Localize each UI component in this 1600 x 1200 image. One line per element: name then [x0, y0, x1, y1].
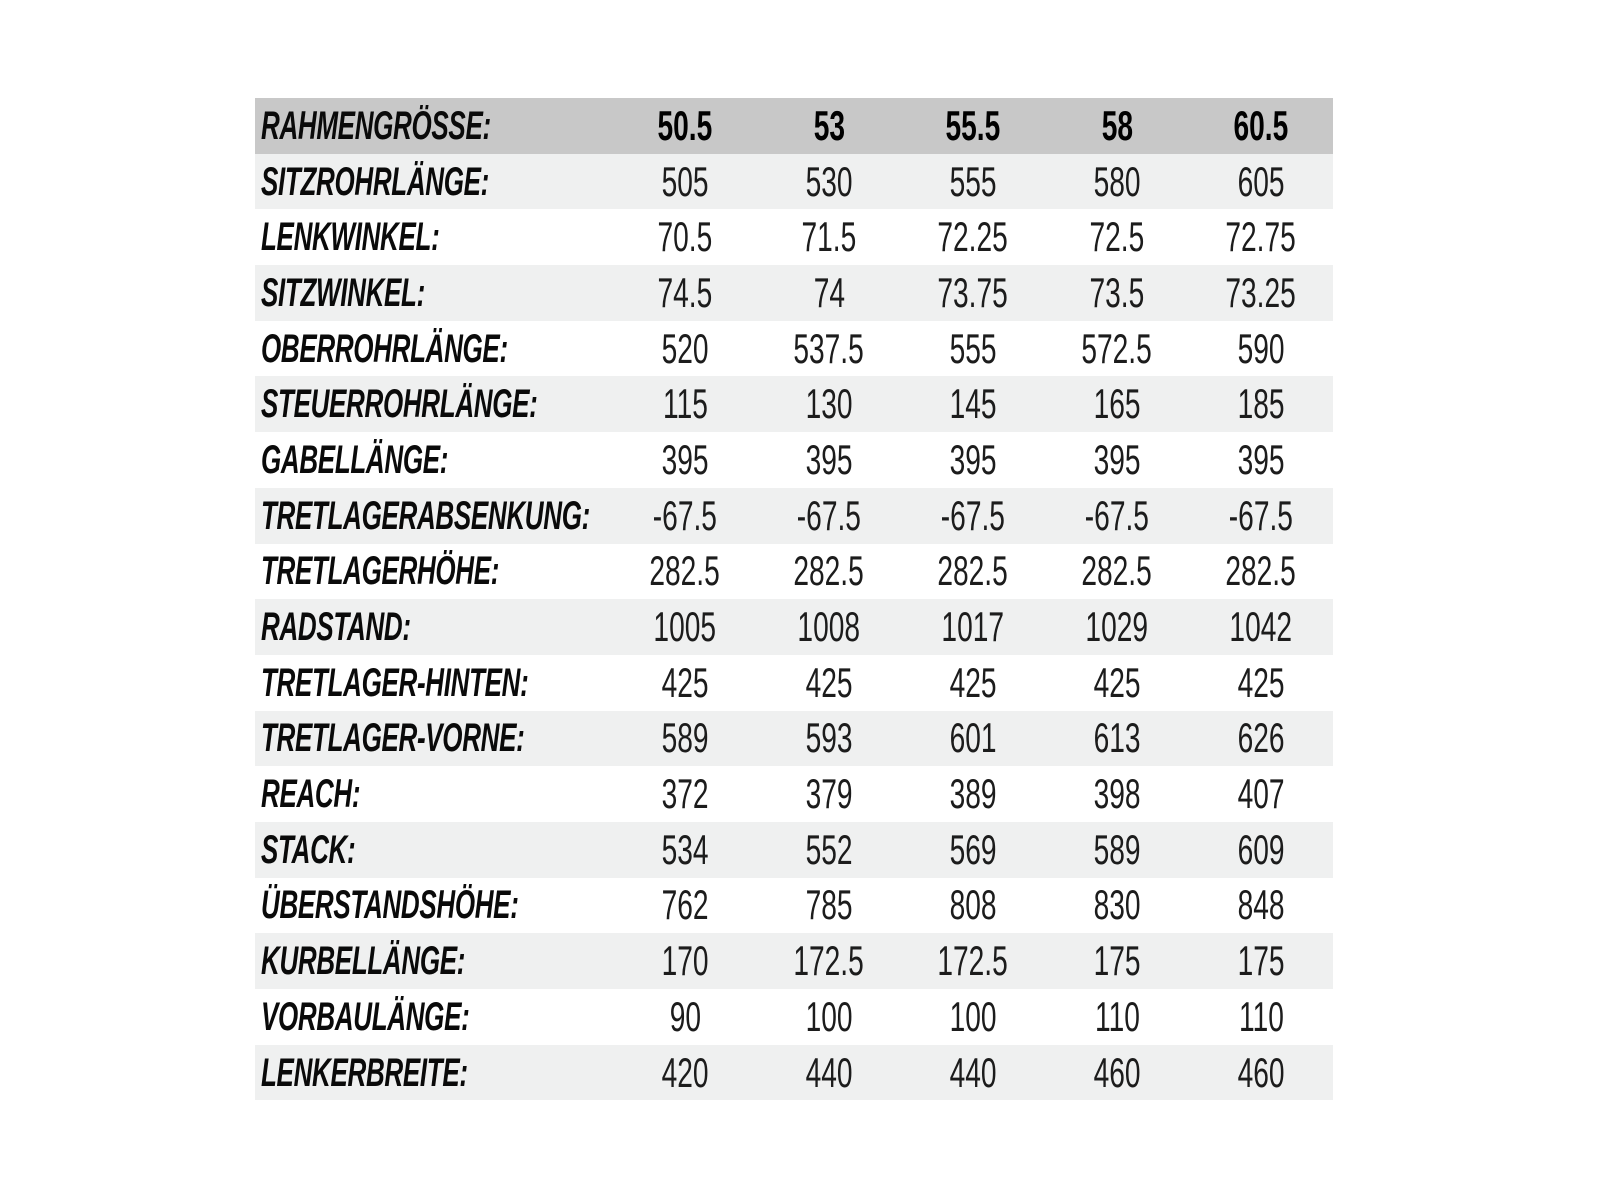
- row-value-text: 389: [949, 770, 997, 818]
- row-value-text: 282.5: [1225, 547, 1297, 595]
- row-label-text: GABELLÄNGE:: [261, 437, 449, 482]
- row-value-cell: [757, 878, 901, 934]
- row-value-text: 115: [662, 380, 708, 428]
- row-value-text: 100: [949, 992, 997, 1040]
- row-value-text: 425: [661, 658, 709, 706]
- row-value-text: 282.5: [793, 547, 865, 595]
- row-label-cell: [255, 933, 613, 989]
- row-value-cell: [613, 878, 757, 934]
- row-value-cell: [613, 766, 757, 822]
- row-value-text: 555: [949, 324, 997, 372]
- row-value-cell: [1189, 265, 1333, 321]
- row-label-cell: [255, 655, 613, 711]
- row-value-cell: [1189, 209, 1333, 265]
- table-row: [255, 933, 1333, 989]
- row-value-text: 72.25: [937, 213, 1009, 261]
- row-value-cell: [613, 376, 757, 432]
- header-size-cell: [1189, 98, 1333, 154]
- row-value-text: 185: [1237, 380, 1285, 428]
- row-value-cell: [901, 544, 1045, 600]
- header-size-cell: [901, 98, 1045, 154]
- header-size: 53: [813, 101, 845, 149]
- row-value-cell: [901, 321, 1045, 377]
- row-value-cell: [757, 321, 901, 377]
- row-value-text: 395: [805, 435, 853, 483]
- row-value-text: 530: [805, 157, 853, 205]
- row-value-text: 110: [1238, 992, 1284, 1040]
- row-value-text: 569: [949, 825, 997, 873]
- row-value-text: 572.5: [1081, 324, 1153, 372]
- header-size-cell: [1045, 98, 1189, 154]
- row-value-text: 130: [805, 380, 853, 428]
- row-label-text: LENKERBREITE:: [261, 1050, 468, 1095]
- row-value-cell: [1045, 321, 1189, 377]
- row-value-text: 1017: [941, 603, 1005, 651]
- row-value-cell: [1045, 1045, 1189, 1101]
- row-value-cell: [1189, 376, 1333, 432]
- table-row: [255, 376, 1333, 432]
- row-label-cell: [255, 265, 613, 321]
- row-value-cell: [613, 544, 757, 600]
- row-value-text: 175: [1093, 937, 1141, 985]
- row-label-text: REACH:: [261, 772, 361, 817]
- header-label: RAHMENGRÖSSE:: [261, 103, 491, 148]
- row-value-text: 110: [1094, 992, 1140, 1040]
- row-value-cell: [1189, 655, 1333, 711]
- row-value-cell: [1189, 599, 1333, 655]
- row-value-text: 440: [805, 1048, 853, 1096]
- row-value-cell: [757, 599, 901, 655]
- row-value-cell: [1189, 711, 1333, 767]
- row-value-cell: [613, 822, 757, 878]
- row-value-text: 395: [1237, 435, 1285, 483]
- row-label-text: STACK:: [261, 827, 356, 872]
- row-value-cell: [613, 209, 757, 265]
- table-row: [255, 544, 1333, 600]
- row-value-text: 830: [1093, 881, 1141, 929]
- row-value-cell: [901, 599, 1045, 655]
- row-label-cell: [255, 544, 613, 600]
- table-row: [255, 599, 1333, 655]
- row-value-cell: [901, 878, 1045, 934]
- row-label-cell: [255, 822, 613, 878]
- row-value-text: 372: [661, 770, 709, 818]
- table-row: [255, 321, 1333, 377]
- row-value-cell: [613, 711, 757, 767]
- row-label-cell: [255, 989, 613, 1045]
- row-value-text: 589: [1093, 825, 1141, 873]
- row-value-cell: [757, 209, 901, 265]
- row-value-text: 70.5: [657, 213, 713, 261]
- header-size: 50.5: [657, 101, 713, 149]
- row-label-text: VORBAULÄNGE:: [261, 994, 470, 1039]
- row-label-cell: [255, 766, 613, 822]
- table-row: [255, 432, 1333, 488]
- row-value-cell: [757, 432, 901, 488]
- row-value-text: 73.75: [937, 268, 1009, 316]
- row-label-cell: [255, 711, 613, 767]
- row-value-cell: [757, 933, 901, 989]
- row-value-cell: [901, 655, 1045, 711]
- row-value-cell: [1189, 488, 1333, 544]
- row-label-cell: [255, 209, 613, 265]
- row-value-cell: [757, 655, 901, 711]
- header-label-cell: [255, 98, 613, 154]
- row-value-cell: [901, 432, 1045, 488]
- row-label-cell: [255, 878, 613, 934]
- row-value-text: 589: [661, 714, 709, 762]
- row-label-text: KURBELLÄNGE:: [261, 939, 466, 984]
- table-row: [255, 488, 1333, 544]
- row-value-text: -67.5: [1228, 491, 1294, 539]
- table-row: [255, 878, 1333, 934]
- row-value-cell: [901, 265, 1045, 321]
- row-value-text: 282.5: [649, 547, 721, 595]
- table-row: [255, 711, 1333, 767]
- row-value-cell: [613, 599, 757, 655]
- row-value-cell: [1045, 376, 1189, 432]
- row-value-text: 785: [805, 881, 853, 929]
- row-value-text: 626: [1237, 714, 1285, 762]
- row-value-text: 1005: [653, 603, 717, 651]
- geometry-table: [255, 98, 1333, 1100]
- row-value-text: 170: [661, 937, 709, 985]
- row-label-cell: [255, 599, 613, 655]
- row-value-cell: [901, 1045, 1045, 1101]
- row-value-cell: [1045, 488, 1189, 544]
- row-value-text: 165: [1093, 380, 1141, 428]
- table-row: [255, 209, 1333, 265]
- row-label-text: RADSTAND:: [261, 605, 411, 650]
- row-value-cell: [901, 376, 1045, 432]
- row-value-cell: [1045, 989, 1189, 1045]
- row-value-cell: [757, 488, 901, 544]
- row-value-cell: [613, 989, 757, 1045]
- row-value-cell: [613, 321, 757, 377]
- row-value-text: 460: [1237, 1048, 1285, 1096]
- row-value-cell: [901, 989, 1045, 1045]
- row-value-cell: [1045, 432, 1189, 488]
- row-value-text: 71.5: [801, 213, 857, 261]
- row-value-cell: [757, 376, 901, 432]
- row-value-text: 808: [949, 881, 997, 929]
- row-label-text: SITZWINKEL:: [261, 270, 425, 315]
- row-value-cell: [757, 822, 901, 878]
- row-value-cell: [1189, 989, 1333, 1045]
- row-value-text: -67.5: [652, 491, 718, 539]
- row-label-text: TRETLAGER-VORNE:: [261, 716, 525, 761]
- row-value-text: 505: [661, 157, 709, 205]
- row-value-text: 460: [1093, 1048, 1141, 1096]
- row-value-text: 74: [813, 268, 845, 316]
- row-value-cell: [1189, 544, 1333, 600]
- row-value-text: 420: [661, 1048, 709, 1096]
- header-size: 60.5: [1233, 101, 1289, 149]
- row-value-cell: [1045, 209, 1189, 265]
- table-row: [255, 655, 1333, 711]
- row-value-text: 552: [805, 825, 853, 873]
- table-row: [255, 1045, 1333, 1101]
- header-size: 58: [1101, 101, 1133, 149]
- row-label-cell: [255, 154, 613, 210]
- row-label-text: TRETLAGER-HINTEN:: [261, 660, 529, 705]
- row-value-text: 848: [1237, 881, 1285, 929]
- row-value-text: 555: [949, 157, 997, 205]
- row-label-text: TRETLAGERABSENKUNG:: [261, 493, 590, 538]
- row-value-text: 440: [949, 1048, 997, 1096]
- row-value-cell: [1189, 822, 1333, 878]
- row-value-cell: [1045, 265, 1189, 321]
- row-value-text: 425: [1237, 658, 1285, 706]
- row-value-cell: [757, 1045, 901, 1101]
- row-value-text: 74.5: [657, 268, 713, 316]
- row-value-text: 425: [805, 658, 853, 706]
- row-label-cell: [255, 1045, 613, 1101]
- row-value-text: -67.5: [940, 491, 1006, 539]
- row-value-text: 407: [1237, 770, 1285, 818]
- row-value-cell: [1045, 711, 1189, 767]
- row-value-text: 175: [1237, 937, 1285, 985]
- row-value-text: 100: [805, 992, 853, 1040]
- row-value-cell: [613, 655, 757, 711]
- row-value-cell: [613, 488, 757, 544]
- row-value-text: 1008: [797, 603, 861, 651]
- row-value-text: 395: [661, 435, 709, 483]
- row-value-text: 395: [949, 435, 997, 483]
- row-label-text: TRETLAGERHÖHE:: [261, 549, 500, 594]
- row-value-cell: [901, 488, 1045, 544]
- row-value-text: 72.5: [1089, 213, 1145, 261]
- row-value-cell: [1189, 1045, 1333, 1101]
- row-value-cell: [757, 265, 901, 321]
- row-value-text: 72.75: [1225, 213, 1297, 261]
- row-label-cell: [255, 321, 613, 377]
- row-value-cell: [1189, 878, 1333, 934]
- row-value-cell: [1045, 766, 1189, 822]
- header-size: 55.5: [945, 101, 1001, 149]
- row-value-text: -67.5: [1084, 491, 1150, 539]
- row-value-text: 593: [805, 714, 853, 762]
- row-value-cell: [757, 711, 901, 767]
- row-value-text: 282.5: [1081, 547, 1153, 595]
- row-value-cell: [613, 154, 757, 210]
- row-value-text: 379: [805, 770, 853, 818]
- row-value-text: 605: [1237, 157, 1285, 205]
- row-label-text: OBERROHRLÄNGE:: [261, 326, 508, 371]
- row-value-cell: [901, 711, 1045, 767]
- row-value-cell: [901, 822, 1045, 878]
- row-value-cell: [1189, 432, 1333, 488]
- row-value-cell: [901, 766, 1045, 822]
- row-value-text: 398: [1093, 770, 1141, 818]
- row-value-text: 282.5: [937, 547, 1009, 595]
- row-value-text: 609: [1237, 825, 1285, 873]
- row-value-text: 172.5: [937, 937, 1009, 985]
- row-value-text: -67.5: [796, 491, 862, 539]
- row-value-text: 395: [1093, 435, 1141, 483]
- row-value-text: 73.5: [1089, 268, 1145, 316]
- table-row: [255, 822, 1333, 878]
- row-value-cell: [901, 154, 1045, 210]
- table-row: [255, 989, 1333, 1045]
- row-value-text: 534: [661, 825, 709, 873]
- row-value-text: 73.25: [1225, 268, 1297, 316]
- row-value-text: 425: [949, 658, 997, 706]
- row-label-text: ÜBERSTANDSHÖHE:: [261, 883, 519, 928]
- table-body: [255, 154, 1333, 1101]
- table-row: [255, 766, 1333, 822]
- row-value-text: 520: [661, 324, 709, 372]
- row-value-text: 580: [1093, 157, 1141, 205]
- row-value-cell: [757, 766, 901, 822]
- table-row: [255, 265, 1333, 321]
- row-label-cell: [255, 432, 613, 488]
- header-size-cell: [757, 98, 901, 154]
- row-value-text: 613: [1093, 714, 1141, 762]
- row-value-text: 537.5: [793, 324, 865, 372]
- row-value-cell: [1189, 766, 1333, 822]
- table-header-row: [255, 98, 1333, 154]
- row-value-cell: [1045, 933, 1189, 989]
- row-value-text: 145: [949, 380, 997, 428]
- row-value-cell: [613, 265, 757, 321]
- row-value-cell: [1189, 933, 1333, 989]
- row-value-cell: [901, 933, 1045, 989]
- row-label-text: SITZROHRLÄNGE:: [261, 159, 489, 204]
- row-label-cell: [255, 376, 613, 432]
- row-value-cell: [757, 544, 901, 600]
- row-value-cell: [1045, 655, 1189, 711]
- row-value-text: 90: [669, 992, 701, 1040]
- row-value-text: 425: [1093, 658, 1141, 706]
- row-value-cell: [1045, 822, 1189, 878]
- row-label-text: STEUERROHRLÄNGE:: [261, 382, 538, 427]
- row-value-cell: [1045, 878, 1189, 934]
- row-value-cell: [613, 933, 757, 989]
- row-value-text: 1029: [1085, 603, 1149, 651]
- row-value-cell: [613, 432, 757, 488]
- row-label-cell: [255, 488, 613, 544]
- row-value-text: 1042: [1229, 603, 1293, 651]
- row-value-text: 762: [661, 881, 709, 929]
- table-row: [255, 154, 1333, 210]
- header-size-cell: [613, 98, 757, 154]
- row-value-cell: [757, 989, 901, 1045]
- row-value-cell: [901, 209, 1045, 265]
- row-value-text: 601: [949, 714, 997, 762]
- row-value-text: 590: [1237, 324, 1285, 372]
- row-label-text: LENKWINKEL:: [261, 215, 440, 260]
- row-value-cell: [757, 154, 901, 210]
- row-value-text: 172.5: [793, 937, 865, 985]
- row-value-cell: [1045, 154, 1189, 210]
- row-value-cell: [1189, 154, 1333, 210]
- row-value-cell: [1045, 544, 1189, 600]
- row-value-cell: [1189, 321, 1333, 377]
- row-value-cell: [613, 1045, 757, 1101]
- row-value-cell: [1045, 599, 1189, 655]
